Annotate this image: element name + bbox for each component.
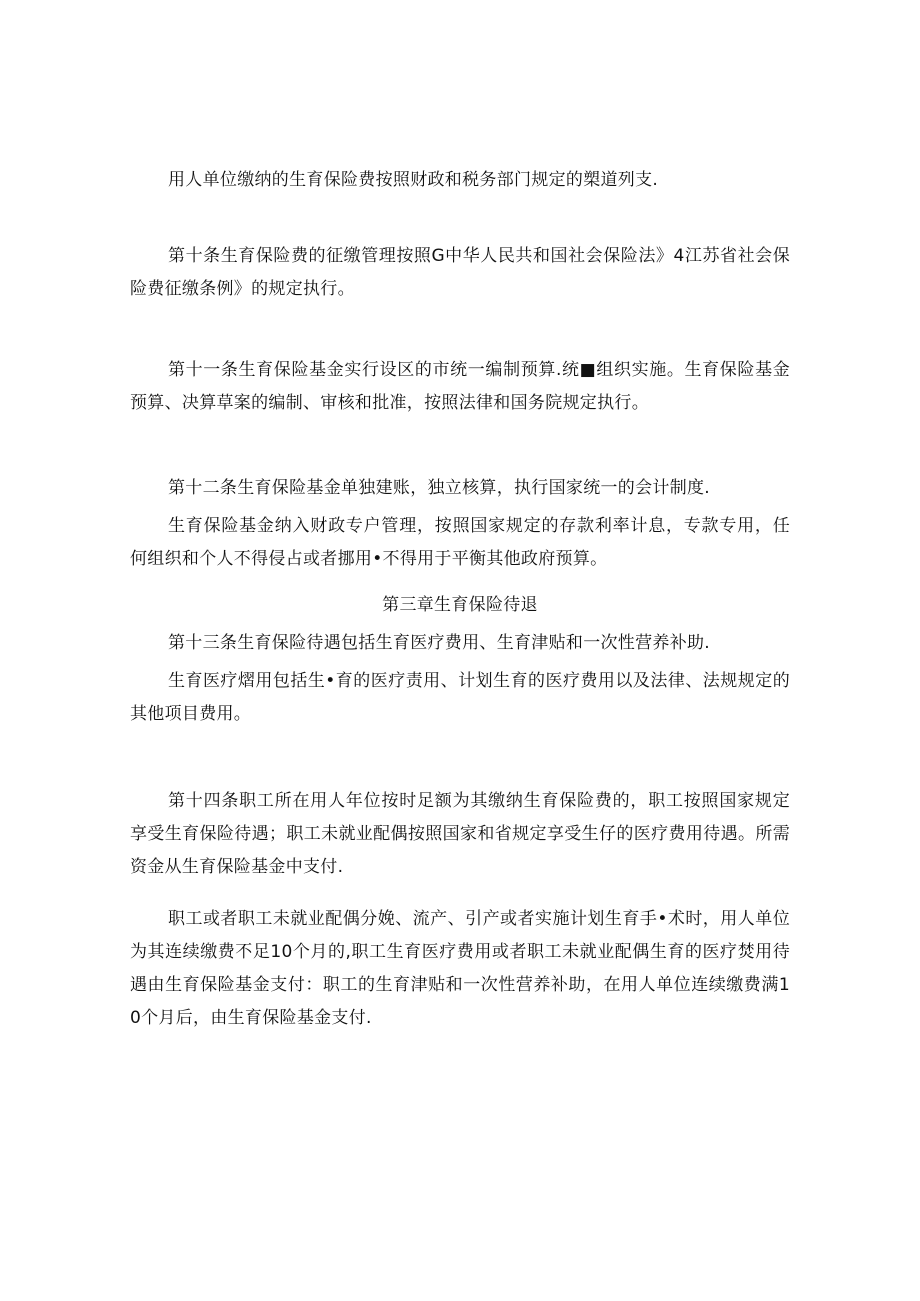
paragraph-article-14: 第十四条职工所在用人年位按时足额为其缴纳生育保险费的，职工按照国家规定享受生育保险待遇；职工未就业配偶按照国家和省规定享受生仔的医疗费用待遇。所需资金从生育保险基金中支付. (130, 791, 790, 877)
chapter-heading: 第三章生育保险待退 (382, 595, 538, 615)
paragraph-article-12: 第十二条生育保险基金单独建账，独立核算，执行国家统一的会计制度. (168, 478, 711, 498)
paragraph-payment-conditions: 职工或者职工未就业配偶分娩、流产、引产或者实施计划生育手•术时，用人单位为其连续缴费不足10个月的,职工生育医疗费用或者职工未就业配偶生育的医疗焚用待遇由生育保险基金支付：职工的生育津贴和一次性营养补助，在用人单位连续缴费满10个月后，由生育保险基金支付. (130, 909, 790, 1028)
paragraph-fund-management: 生育保险基金纳入财政专户管理，按照国家规定的存款利率计息，专款专用，任何组织和个人不得侵占或者挪用•不得用于平衡其他政府预算。 (130, 516, 790, 569)
paragraph-article-11: 第十一条生育保险基金实行设区的市统一编制预算.统■组织实施。生育保险基金预算、决算草案的编制、审核和批准，按照法律和国务院规定执行。 (130, 360, 790, 413)
paragraph-article-13: 第十三条生育保险待遇包括生育医疗费用、生育津贴和一次性营养补助. (168, 633, 711, 653)
paragraph-medical-costs: 生育医疗熠用包括生•育的医疗责用、计划生育的医疗费用以及法律、法规规定的其他项目费用。 (130, 671, 790, 724)
paragraph-article-10: 第十条生育保险费的征缴管理按照G中华人民共和国社会保险法》4江苏省社会保险费征缴条例》的规定执行。 (130, 246, 790, 299)
paragraph-expense-listing: 用人单位缴纳的生育保险费按照财政和税务部门规定的槊道列支. (168, 170, 659, 190)
